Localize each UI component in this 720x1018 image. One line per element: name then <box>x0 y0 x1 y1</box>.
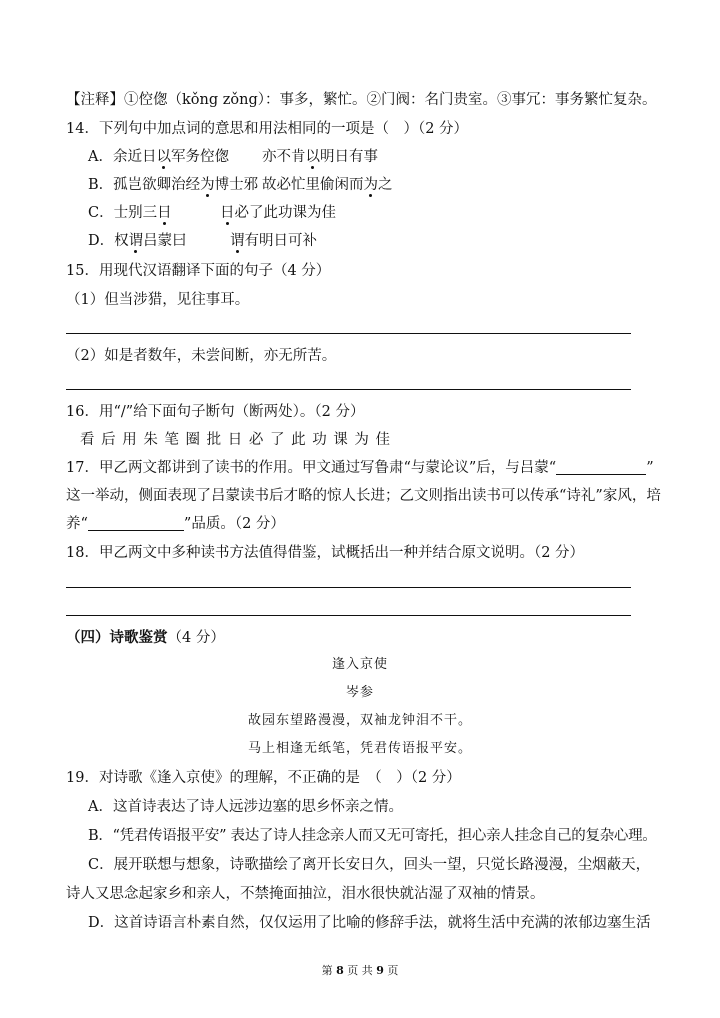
q14-d-label: D． <box>88 233 115 249</box>
q14-option-a-second <box>262 147 378 167</box>
q15-sentence-1: （1）但当涉猎，见往事耳。 <box>66 292 250 308</box>
q14-b1-dotted-word: 为 <box>200 177 215 193</box>
q19-option-c-line-1: C．展开联想与想象，诗歌描绘了离开长安日久，回头一望，只觉长路漫漫，尘烟蔽天， <box>88 857 651 873</box>
q14-b2-dotted-word: 为 <box>363 177 378 193</box>
q14-b2-post: 之 <box>378 177 393 193</box>
q15-sentence-2: （2）如是者数年，未尝间断，亦无所苦。 <box>66 348 337 364</box>
q18-stem: 18．甲乙两文中多种读书方法值得借鉴，试概括出一种并结合原文说明。（2 分） <box>66 545 585 561</box>
q17-blank-2[interactable] <box>88 515 184 531</box>
q19-stem: 19．对诗歌《逢入京使》的理解，不正确的是 （ ）（2 分） <box>66 770 461 786</box>
q14-c2-dotted-word: 日 <box>220 205 235 221</box>
section-4-score: （4 分） <box>167 630 225 646</box>
q14-b1-post: 博士邪 <box>214 177 259 193</box>
q14-c-label: C． <box>88 205 114 221</box>
q15-stem: 15．用现代汉语翻译下面的句子（4 分） <box>66 263 331 279</box>
q14-a2-post: 明日有事 <box>320 149 378 165</box>
q14-option-c <box>88 203 172 223</box>
q19-option-c-line-2: 诗人又思念起家乡和亲人，不禁掩面抽泣，泪水很快就沾湿了双袖的情景。 <box>66 886 545 902</box>
q14-c2-post: 必了此功课为佳 <box>234 205 336 221</box>
q14-option-b <box>88 175 258 195</box>
q15-answer-line-1[interactable] <box>66 333 631 334</box>
poem-line-2: 马上相逢无纸笔，凭君传语报平安。 <box>247 741 472 756</box>
q19-option-b: B．“凭君传语报平安” 表达了诗人挂念亲人而又无可寄托，担心亲人挂念自己的复杂心理。 <box>88 828 657 844</box>
q14-option-d-second <box>230 231 317 251</box>
footer-suffix: 页 <box>387 964 399 977</box>
annotation-note: 【注释】①倥偬（kǒng zǒng）：事多，繁忙。②门阀：名门贵室。③事冗：事务繁忙复杂。 <box>66 92 657 108</box>
q14-a-label: A． <box>88 149 113 165</box>
q17-line-3 <box>66 514 285 534</box>
q17-line-1 <box>66 458 654 478</box>
q14-option-b-second <box>262 175 393 195</box>
q14-c1-pre: 士别三 <box>113 205 158 221</box>
q14-d2-post: 有明日可补 <box>244 233 317 249</box>
q14-d1-pre: 权 <box>114 233 129 249</box>
section-4-heading <box>66 628 225 648</box>
poem-line-1: 故园东望路漫漫，双袖龙钟泪不干。 <box>247 713 472 728</box>
q14-stem: 14．下列句中加点词的意思和用法相同的一项是（ ）（2 分） <box>66 121 469 137</box>
q17-line-3-open: 养“ <box>66 516 88 532</box>
q14-a2-pre: 亦不肯 <box>262 149 306 165</box>
q14-option-c-second <box>220 203 336 223</box>
poem-title: 逢入京使 <box>331 657 388 672</box>
q16-stem: 16．用“/”给下面句子断句（断两处）。（2 分） <box>66 404 365 420</box>
q14-a1-post: 军务倥偬 <box>170 149 229 165</box>
q14-option-a <box>88 147 229 167</box>
q16-sentence: 看 后 用 朱 笔 圈 批 日 必 了 此 功 课 为 佳 <box>80 432 392 448</box>
q14-b1-pre: 孤岂欲卿治经 <box>113 177 201 193</box>
q17-line-1-text: 17．甲乙两文都讲到了读书的作用。甲文通过写鲁肃“与蒙论议”后，与吕蒙“ <box>66 460 557 476</box>
footer-page-number: 8 <box>336 964 344 977</box>
q14-b-label: B． <box>88 177 114 193</box>
q14-d1-dotted-word: 谓 <box>128 233 144 249</box>
q14-a1-dotted-word: 以 <box>156 149 171 165</box>
q18-answer-line-2[interactable] <box>66 615 631 616</box>
q14-a1-pre: 余近日 <box>112 149 157 165</box>
q14-a2-dotted-word: 以 <box>305 149 320 165</box>
q19-option-a: A．这首诗表达了诗人远涉边塞的思乡怀亲之情。 <box>88 799 403 815</box>
q17-blank-1[interactable] <box>556 459 646 475</box>
poem-author: 岑参 <box>345 685 374 700</box>
q14-b2-pre: 故必忙里偷闲而 <box>262 177 364 193</box>
q19-option-d: D．这首诗语言朴素自然，仅仅运用了比喻的修辞手法，就将生活中充满的浓郁边塞生活 <box>88 915 651 931</box>
q15-answer-line-2[interactable] <box>66 389 631 390</box>
page-footer <box>0 961 720 981</box>
section-4-title: （四）诗歌鉴赏 <box>66 629 168 646</box>
footer-total-pages: 9 <box>376 964 384 977</box>
q14-c1-dotted-word: 日 <box>157 205 172 221</box>
q14-option-d <box>88 231 187 251</box>
q14-d1-post: 吕蒙曰 <box>143 233 187 249</box>
q17-line-1-close: ” <box>646 460 654 476</box>
q14-d2-dotted-word: 谓 <box>230 233 245 249</box>
footer-prefix: 第 <box>321 964 333 977</box>
q17-line-2: 这一举动，侧面表现了吕蒙读书后才略的惊人长进；乙文则指出读书可以传承“诗礼”家风，培 <box>66 488 661 504</box>
q18-answer-line-1[interactable] <box>66 587 631 588</box>
q17-line-3-text: ”品质。（2 分） <box>183 516 285 532</box>
footer-middle: 页 共 <box>347 964 373 977</box>
